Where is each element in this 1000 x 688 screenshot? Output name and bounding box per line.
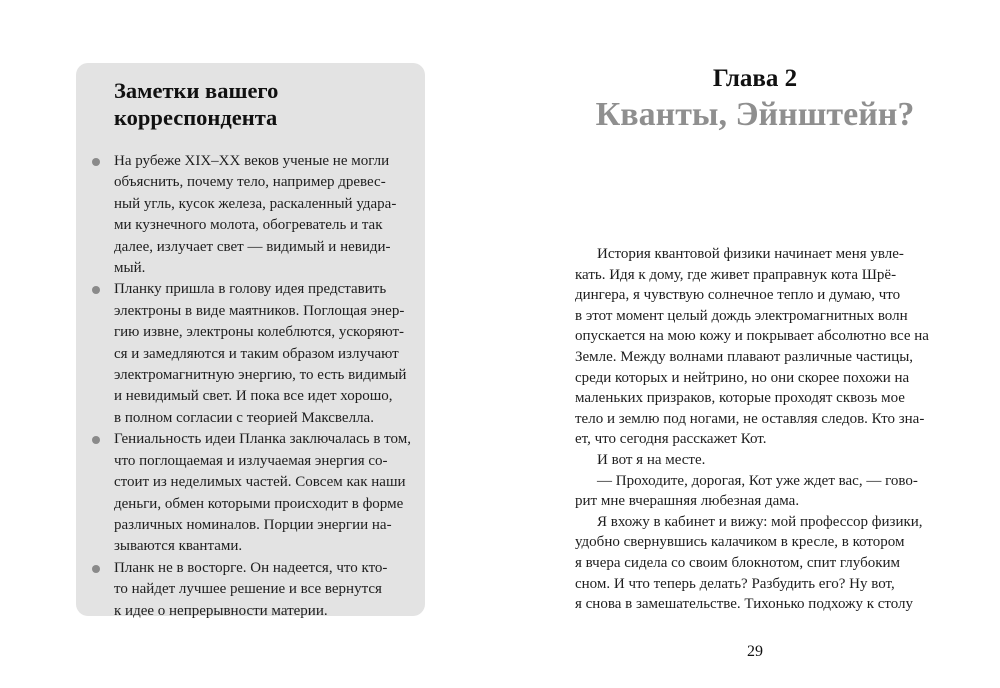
paragraph-line: маленьких призраков, которые проходят сквозь мое xyxy=(575,390,905,407)
body-text xyxy=(575,244,930,615)
bullet-icon xyxy=(92,158,100,166)
note-line: стоит из неделимых частей. Совсем как наши xyxy=(114,474,406,491)
paragraph-line: удобно свернувшись калачиком в кресле, в котором xyxy=(575,534,905,551)
paragraph-line: рит мне вчерашняя любезная дама. xyxy=(575,493,800,510)
chapter-label: Глава 2 xyxy=(712,65,798,92)
note-line: На рубеже XIX–XX веков ученые не могли xyxy=(114,153,390,169)
note-item xyxy=(76,279,425,429)
paragraph-line: История квантовой физики начинает меня увле- xyxy=(597,246,904,262)
paragraph-line: я вчера сидела со своим блокнотом, спит глубоким xyxy=(575,554,901,571)
note-line: далее, излучает свет — видимый и невиди- xyxy=(114,238,391,255)
paragraph-line: дингера, я чувствую солнечное тепло и думаю, что xyxy=(575,287,901,304)
paragraph-line: сном. И что теперь делать? Разбудить его? Ну вот, xyxy=(575,575,895,592)
note-line: деньги, обмен которыми происходит в форме xyxy=(114,495,404,512)
paragraph-line: опускается на мою кожу и покрывает абсолютно все на xyxy=(575,328,929,345)
paragraph-line: ет, что сегодня расскажет Кот. xyxy=(575,431,767,448)
paragraph-line: Земле. Между волнами плавают различные частицы, xyxy=(575,348,914,365)
bullet-icon xyxy=(92,286,100,294)
note-line: в полном согласии с теорией Максвелла. xyxy=(114,409,374,426)
page-number: 29 xyxy=(747,643,763,660)
note-line: различных номиналов. Порции энергии на- xyxy=(114,516,392,533)
notes-list xyxy=(76,151,425,622)
note-line: гию извне, электроны колеблются, ускоряют- xyxy=(114,324,405,341)
note-item xyxy=(76,429,425,557)
note-line: ся и замедляются и таким образом излучают xyxy=(114,345,399,362)
note-line: ный угль, кусок железа, раскаленный удара- xyxy=(114,195,397,212)
paragraph-line: кать. Идя к дому, где живет праправнук кота Шрё- xyxy=(575,266,897,283)
note-line: электроны в виде маятников. Поглощая энер- xyxy=(114,302,405,319)
paragraph-line: тело и землю под ногами, не оставляя следов. Кто зна- xyxy=(575,410,925,427)
note-line: Планк не в восторге. Он надеется, что кто- xyxy=(114,559,388,576)
paragraph-line: среди которых и нейтрино, но они скорее похожи на xyxy=(575,369,910,386)
note-item xyxy=(76,151,425,279)
note-line: электромагнитную энергию, то есть видимый xyxy=(114,367,407,384)
bullet-icon xyxy=(92,565,100,573)
note-line: объяснить, почему тело, например древес- xyxy=(114,174,386,191)
note-line: Гениальность идеи Планка заключалась в том, xyxy=(114,431,411,448)
notes-title: Заметки вашего корреспондента xyxy=(114,78,279,130)
note-line: зываются квантами. xyxy=(114,538,243,555)
note-line: Планку пришла в голову идея представить xyxy=(114,281,387,298)
note-item xyxy=(76,558,425,622)
chapter-title: Кванты, Эйнштейн? xyxy=(595,96,915,133)
note-line: мый. xyxy=(114,260,146,277)
paragraph-line: Я вхожу в кабинет и вижу: мой профессор физики, xyxy=(597,513,923,530)
paragraph-line: — Проходите, дорогая, Кот уже ждет вас, — гово- xyxy=(597,472,918,489)
paragraph-line: И вот я на месте. xyxy=(597,451,706,468)
note-line: к идее о непрерывности материи. xyxy=(114,602,328,619)
paragraph-line: в этот момент целый дождь электромагнитных волн xyxy=(575,307,908,324)
right-page xyxy=(500,0,1000,688)
correspondent-notes-box xyxy=(76,63,425,619)
note-line: и невидимый свет. И пока все идет хорошо, xyxy=(114,388,393,405)
note-line: то найдет лучшее решение и все вернутся xyxy=(114,581,382,598)
paragraph-line: я снова в замешательстве. Тихонько подхожу к столу xyxy=(575,596,914,613)
bullet-icon xyxy=(92,436,100,444)
note-line: что поглощаемая и излучаемая энергия со- xyxy=(114,452,388,469)
note-line: ми кузнечного молота, обогреватель и так xyxy=(114,217,383,234)
